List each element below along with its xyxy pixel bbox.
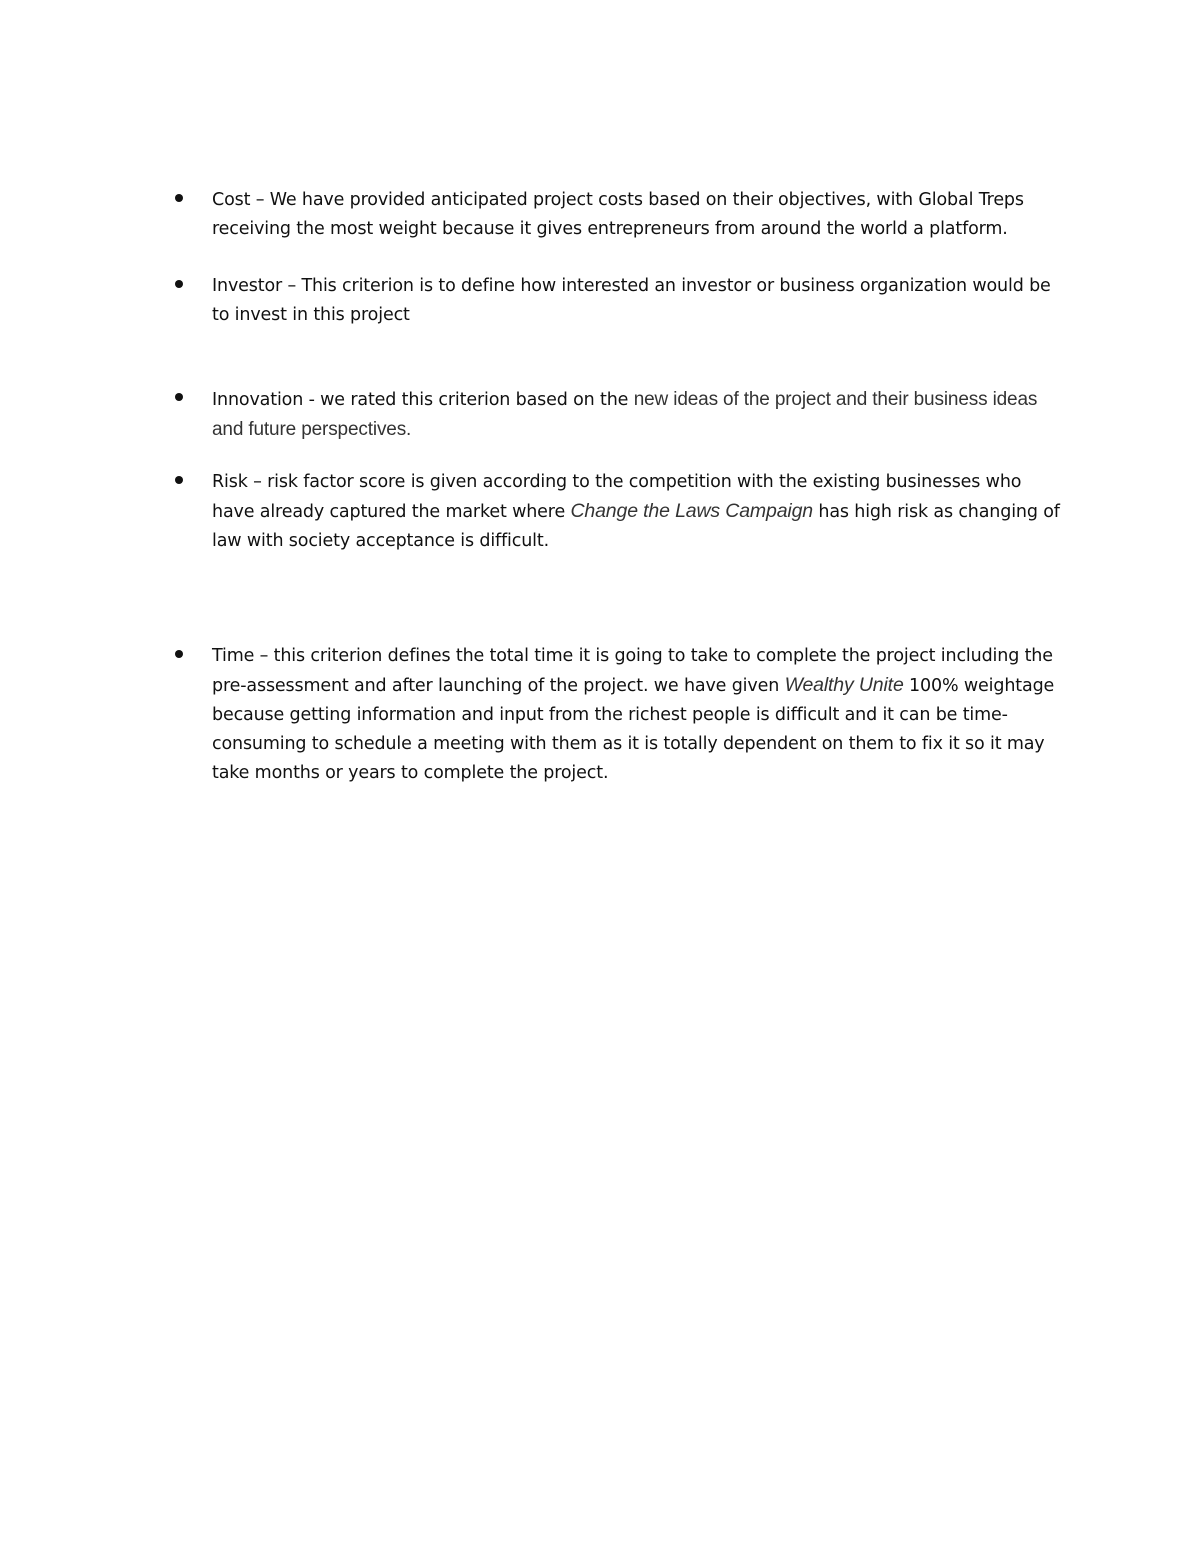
bullet-icon bbox=[175, 280, 183, 288]
bullet-text-investor bbox=[212, 272, 1062, 330]
innovation-text-start: Innovation - we rated this criterion based on the bbox=[212, 390, 634, 410]
bullet-text-innovation bbox=[212, 385, 1062, 445]
bullet-text-time bbox=[212, 642, 1062, 788]
bullet-text-cost bbox=[212, 186, 1062, 244]
time-project-name: Wealthy Unite bbox=[784, 674, 904, 696]
investor-text: Investor – This criterion is to define how interested an investor or business organization would be to invest in this project bbox=[212, 276, 1051, 325]
bullet-icon bbox=[175, 393, 183, 401]
innovation-text-end: new ideas of the project and their business ideas and future perspectives. bbox=[212, 389, 1038, 440]
risk-text-start: Risk – risk factor score is given according to the competition with the existing businesses who have already captured the market where bbox=[212, 472, 1022, 522]
risk-campaign-name: Change the Laws Campaign bbox=[570, 500, 813, 522]
cost-text: Cost – We have provided anticipated project costs based on their objectives, with Global Treps receiving the most weight because it gives entrepreneurs from around the world a platform. bbox=[212, 190, 1024, 239]
bullet-text-risk bbox=[212, 468, 1062, 556]
bullet-icon bbox=[175, 650, 183, 658]
risk-text-end: has high risk as changing of law with society acceptance is difficult. bbox=[212, 502, 1060, 551]
bullet-icon bbox=[175, 194, 183, 202]
bullet-icon bbox=[175, 476, 183, 484]
time-text-start: Time – this criterion defines the total time it is going to take to complete the project including the pre-assessment and after launching of the project. we have given bbox=[212, 646, 1053, 696]
time-text-end: 100% weightage because getting information and input from the richest people is difficult and it can be time-consuming to schedule a meeting with them as it is totally dependent on them to fix it so it may take months or years to complete the project. bbox=[212, 676, 1055, 783]
